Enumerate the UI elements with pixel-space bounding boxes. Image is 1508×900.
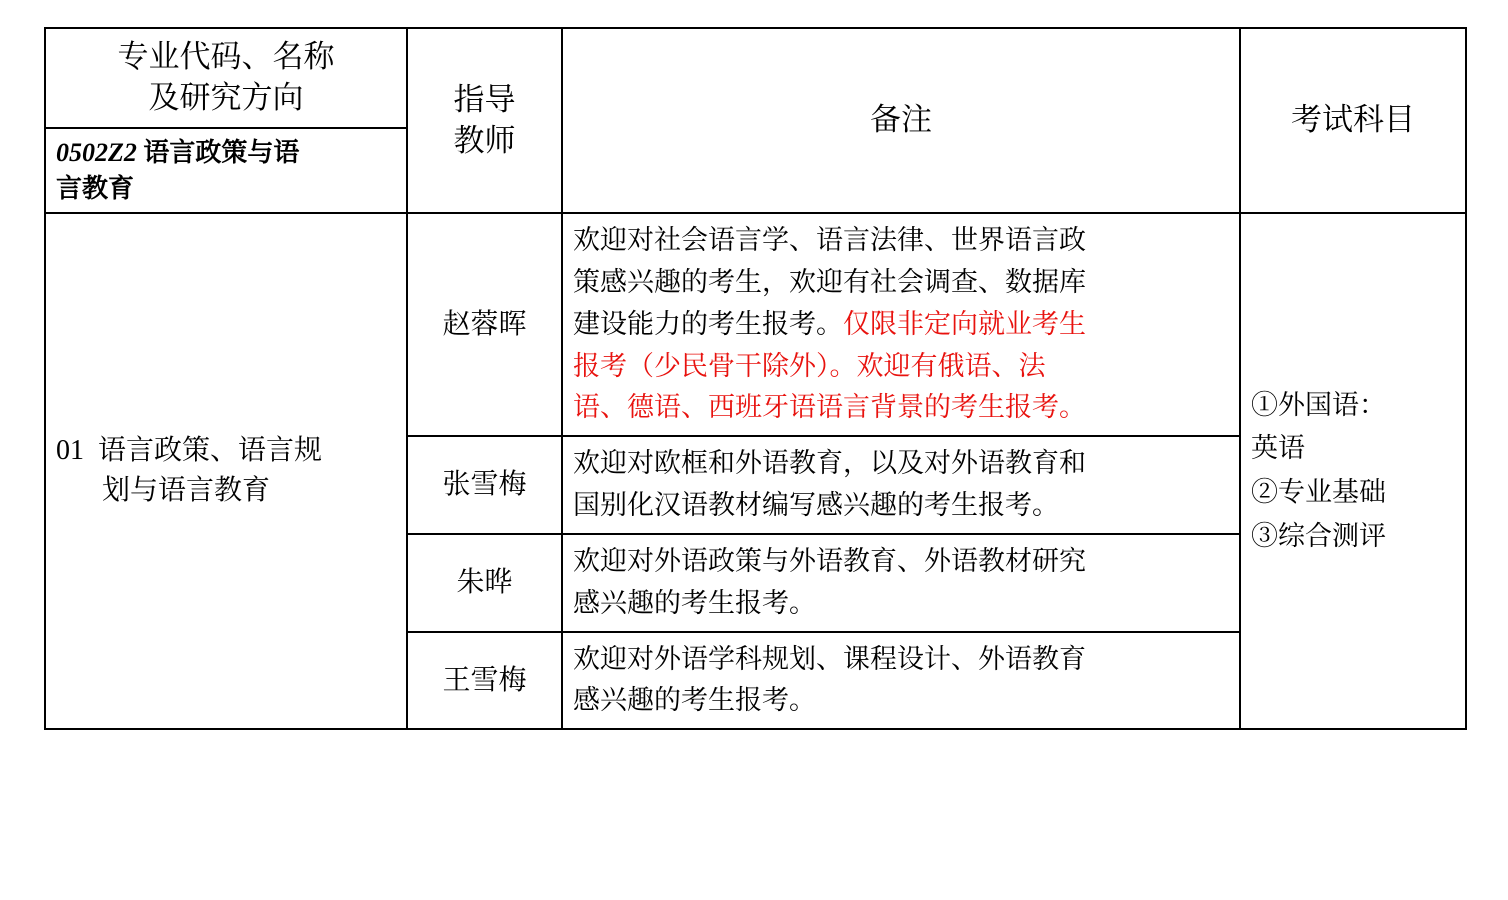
major-name-line1: 语言政策与语 — [143, 138, 300, 168]
header-exam-subjects: 考试科目 — [1240, 28, 1466, 213]
header-major-title-line2: 及研究方向 — [148, 80, 304, 115]
exam-subject-item: ②专业基础 — [1251, 477, 1386, 508]
remark-line: 欢迎对外语学科规划、课程设计、外语教育 — [573, 643, 1086, 674]
remark-line: 国别化汉语教材编写感兴趣的考生报考。 — [573, 490, 1059, 521]
header-major-title-line1: 专业代码、名称 — [117, 39, 335, 75]
remark-black-segment: 建设能力的考生报考。 — [573, 308, 843, 339]
remarks-cell — [562, 436, 1240, 534]
remark-line: 欢迎对社会语言学、语言法律、世界语言政 — [573, 225, 1086, 255]
exam-subjects-cell — [1240, 213, 1466, 729]
major-code: 0502Z2 — [56, 138, 144, 168]
direction-name-line2: 划与语言教育 — [102, 475, 271, 507]
remark-red-segment: 仅限非定向就业考生 — [843, 308, 1086, 339]
exam-subject-item: ①外国语： — [1251, 389, 1386, 420]
major-name-line2: 言教育 — [56, 173, 135, 203]
header-major-title — [45, 28, 407, 128]
exam-subject-item: 英语 — [1251, 433, 1305, 464]
remark-line: 感兴趣的考生报考。 — [573, 685, 816, 716]
advisor-name: 赵蓉晖 — [407, 213, 562, 436]
remark-line-mixed — [573, 304, 1229, 346]
research-direction-cell — [45, 213, 407, 729]
major-code-name-cell — [45, 128, 407, 213]
remarks-cell — [562, 213, 1240, 436]
remark-line: 欢迎对外语政策与外语教育、外语教材研究 — [573, 545, 1086, 576]
exam-subject-item: ③综合测评 — [1251, 520, 1386, 551]
remarks-cell — [562, 534, 1240, 632]
table-row — [45, 213, 1466, 436]
header-advisor-line2: 教师 — [453, 122, 516, 158]
advisor-name: 张雪梅 — [407, 436, 562, 534]
remarks-cell — [562, 632, 1240, 730]
advisor-name: 朱晔 — [407, 534, 562, 632]
remark-line-red: 语、德语、西班牙语语言背景的考生报考。 — [573, 392, 1086, 423]
remark-line-red: 报考（少民骨干除外）。欢迎有俄语、法 — [573, 350, 1046, 381]
direction-name-line1: 语言政策、语言规 — [98, 434, 323, 466]
remark-line: 策感兴趣的考生，欢迎有社会调查、数据库 — [573, 266, 1086, 297]
remark-line: 感兴趣的考生报考。 — [573, 587, 816, 618]
direction-number: 01 — [56, 434, 84, 466]
remark-line: 欢迎对欧框和外语教育，以及对外语教育和 — [573, 448, 1086, 479]
header-remarks: 备注 — [562, 28, 1240, 213]
header-advisor-line1: 指导 — [453, 81, 516, 117]
table-header-row — [45, 28, 1466, 128]
major-table-container — [44, 27, 1465, 730]
advisor-name: 王雪梅 — [407, 632, 562, 730]
header-advisor — [407, 28, 562, 213]
major-directions-table — [44, 27, 1467, 730]
